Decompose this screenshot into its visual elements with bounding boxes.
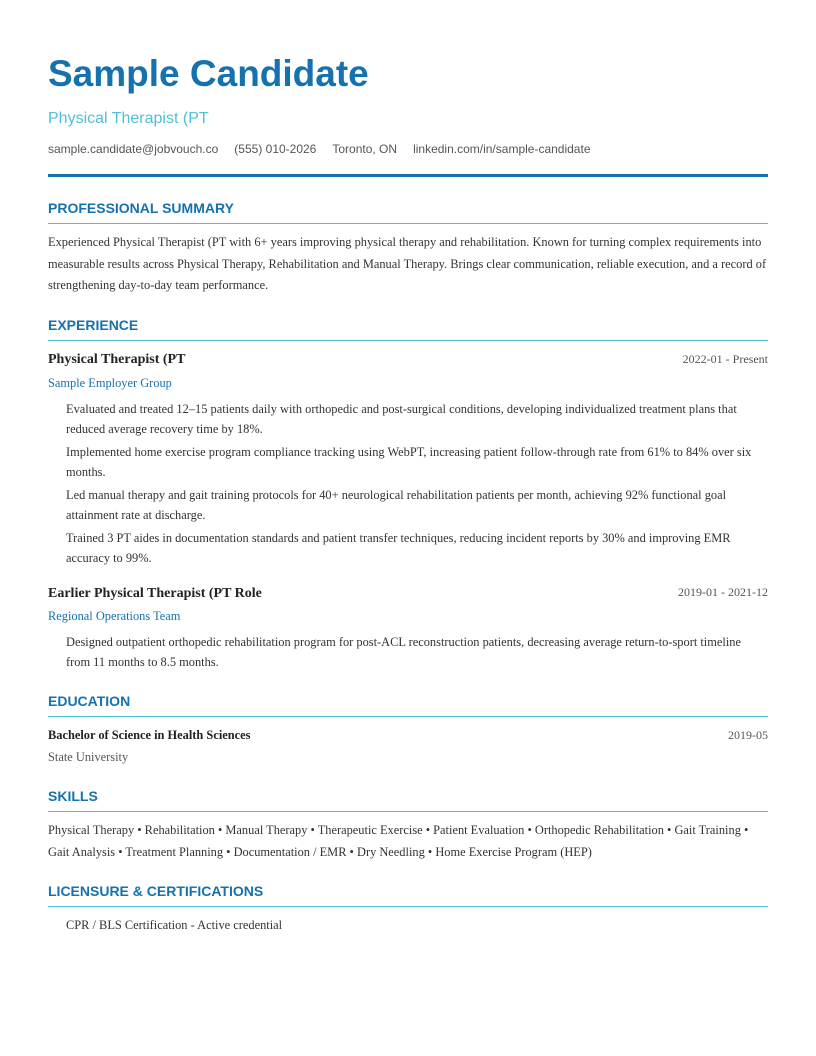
job-title: Physical Therapist (PT [48, 352, 186, 367]
summary-text: Experienced Physical Therapist (PT with 6+ years improving physical therapy and rehabilitation. Known for turning complex requirements into measurable results across Physical Therapy, Rehabilitation and Manual Therapy. Brings clear communication, reliable execution, and a record of strengthening day-to-day team performance. [48, 235, 767, 292]
job-dates: 2022-01 - Present [682, 352, 768, 366]
job-bullet: Led manual therapy and gait training protocols for 40+ neurological rehabilitation patients per month, achieving 92% functional goal attainment rate at discharge. [66, 488, 727, 522]
certifications-heading: LICENSURE & CERTIFICATIONS [48, 882, 768, 907]
candidate-role: Physical Therapist (PT [48, 110, 209, 127]
job-bullet: Designed outpatient orthopedic rehabilitation program for post-ACL reconstruction patients, decreasing average return-to-sport timeline from 11 months to 8.5 months. [66, 635, 741, 669]
job-dates: 2019-01 - 2021-12 [678, 585, 768, 599]
job-bullets [66, 632, 766, 675]
job-bullets [66, 399, 766, 571]
education-degree: Bachelor of Science in Health Sciences [48, 728, 251, 742]
contact-line [48, 141, 591, 157]
contact-phone: (555) 010-2026 [234, 142, 317, 156]
candidate-name: Sample Candidate [48, 53, 369, 94]
summary-heading: PROFESSIONAL SUMMARY [48, 199, 768, 224]
education-school: State University [48, 750, 129, 764]
education-heading: EDUCATION [48, 692, 768, 717]
job-bullet: Trained 3 PT aides in documentation standards and patient transfer techniques, reducing incident reports by 30% and improving EMR accuracy to 99%. [66, 531, 731, 565]
job-bullet: Implemented home exercise program compliance tracking using WebPT, increasing patient follow-through rate from 61% to 84% over six months. [66, 445, 752, 479]
certification-item: CPR / BLS Certification - Active credential [66, 918, 283, 932]
job-employer: Regional Operations Team [48, 609, 181, 623]
contact-location: Toronto, ON [332, 142, 398, 156]
education-date: 2019-05 [728, 728, 768, 742]
experience-heading: EXPERIENCE [48, 316, 768, 341]
header-divider [48, 174, 768, 177]
job-employer: Sample Employer Group [48, 376, 172, 390]
skills-heading: SKILLS [48, 787, 768, 812]
contact-email[interactable]: sample.candidate@jobvouch.co [48, 142, 219, 156]
skills-text: Physical Therapy • Rehabilitation • Manual Therapy • Therapeutic Exercise • Patient Evaluation • Orthopedic Rehabilitation • Gait Training • Gait Analysis • Treatment Planning • Documentation / EMR • Dry Needling • Home Exercise Program (HEP) [48, 823, 749, 859]
job-bullet: Evaluated and treated 12–15 patients daily with orthopedic and post-surgical conditions, developing individualized treatment plans that reduced average recovery time by 18%. [66, 402, 737, 436]
job-title: Earlier Physical Therapist (PT Role [48, 586, 262, 601]
contact-linkedin[interactable]: linkedin.com/in/sample-candidate [413, 142, 591, 156]
